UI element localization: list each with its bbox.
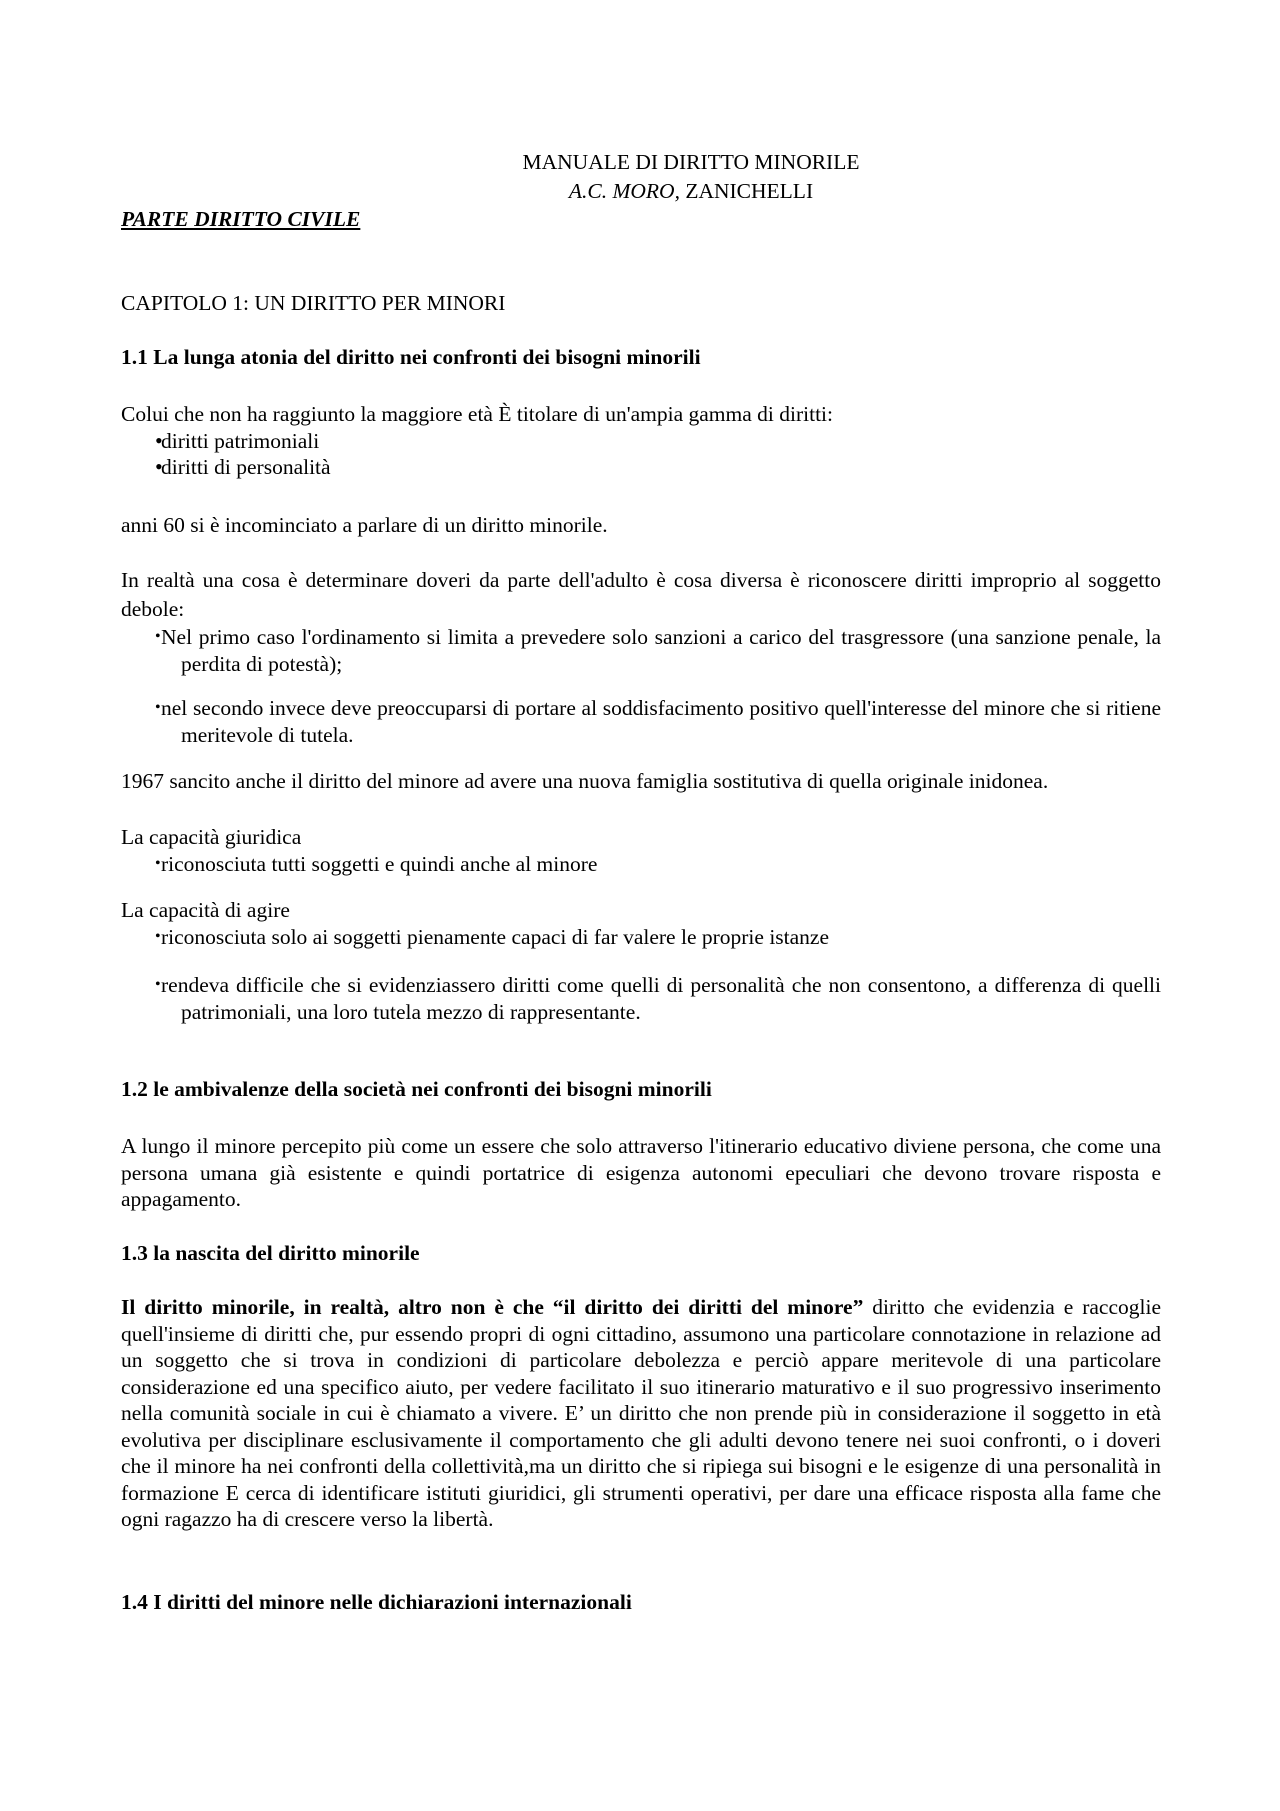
section-1-1-realta bbox=[121, 566, 1161, 748]
list-item: • Nel primo caso l'ordinamento si limita a prevedere solo sanzioni a carico del trasgressore (una sanzione penale, la perdita di potestà); bbox=[121, 624, 1161, 677]
capacita-giuridica-list bbox=[121, 851, 1161, 878]
author-name: A.C. MORO, bbox=[568, 179, 680, 203]
list-item: • nel secondo invece deve preoccuparsi di portare al soddisfacimento positivo quell'interesse del minore che si ritiene meritevole di tutela. bbox=[121, 695, 1161, 748]
list-item: • diritti di personalità bbox=[121, 454, 1161, 481]
paragraph-anni-60: anni 60 si è incominciato a parlare di un diritto minorile. bbox=[121, 513, 608, 537]
capacita-agire-list bbox=[121, 924, 1161, 1026]
paragraph-realta: In realtà una cosa è determinare doveri da parte dell'adulto è cosa diversa è riconoscere diritti improprio al soggetto debole: bbox=[121, 568, 1161, 621]
capacita-giuridica-label: La capacità giuridica bbox=[121, 825, 302, 849]
list-item: • riconosciuta solo ai soggetti pienamente capaci di far valere le proprie istanze bbox=[121, 924, 1161, 951]
intro-paragraph: Colui che non ha raggiunto la maggiore età È titolare di un'ampia gamma di diritti: bbox=[121, 402, 833, 426]
cases-list bbox=[121, 624, 1161, 748]
section-1-3-body: diritto che evidenzia e raccoglie quell'insieme di diritti che, pur essendo propri di ogni cittadino, assumono una particolare connotazione in relazione ad un soggetto che si trova in condizioni di particolare debolezza e perciò appare meritevole di una particolare considerazione ed una specifico aiuto, per vedere facilitato il suo itinerario maturativo e il suo progressivo inserimento nella comunità sociale in cui è chiamato a vivere. E’ un diritto che non prende più in considerazione il soggetto in età evolutiva per disciplinare esclusivamente il comportamento che gli adulti devono tenere nei suoi confronti, o i doveri che il minore ha nei confronti della collettività,ma un diritto che si ripiega sui bisogni e le esigenze di una personalità in formazione E cerca di identificare istituti giuridici, gli strumenti operativi, per dare una efficace risposta alla fame che ogni ragazzo ha di crescere verso la libertà. bbox=[121, 1295, 1161, 1531]
author-line bbox=[221, 177, 1161, 206]
section-1-3-text bbox=[121, 1294, 1161, 1533]
section-1-4-heading: 1.4 I diritti del minore nelle dichiarazioni internazionali bbox=[121, 1590, 632, 1614]
capacita-giuridica-block bbox=[121, 824, 1161, 877]
document-title: MANUALE DI DIRITTO MINORILE bbox=[522, 150, 860, 174]
section-1-3-heading: 1.3 la nascita del diritto minorile bbox=[121, 1241, 420, 1265]
rights-list bbox=[121, 428, 1161, 481]
capacita-agire-block bbox=[121, 897, 1161, 1025]
section-1-2-text: A lungo il minore percepito più come un essere che solo attraverso l'itinerario educativo diviene persona, che come una persona umana già esistente e quindi portatrice di esigenza autonomi epeculiari che devono trovare risposta e appagamento. bbox=[121, 1134, 1161, 1211]
list-item: • diritti patrimoniali bbox=[121, 428, 1161, 455]
capacita-agire-label: La capacità di agire bbox=[121, 898, 290, 922]
title-block bbox=[121, 148, 1161, 206]
list-item: • riconosciuta tutti soggetti e quindi anche al minore bbox=[121, 851, 1161, 878]
section-1-1-heading: 1.1 La lunga atonia del diritto nei confronti dei bisogni minorili bbox=[121, 345, 701, 369]
section-1-3-bold-lead: Il diritto minorile, in realtà, altro non è che “il diritto dei diritti del minore” bbox=[121, 1295, 864, 1319]
list-item: • rendeva difficile che si evidenziassero diritti come quelli di personalità che non consentono, a differenza di quelli patrimoniali, una loro tutela mezzo di rappresentante. bbox=[121, 972, 1161, 1025]
part-heading: PARTE DIRITTO CIVILE bbox=[121, 207, 361, 231]
publisher-name: ZANICHELLI bbox=[679, 179, 814, 203]
section-1-2-heading: 1.2 le ambivalenze della società nei confronti dei bisogni minorili bbox=[121, 1077, 712, 1101]
paragraph-1967: 1967 sancito anche il diritto del minore ad avere una nuova famiglia sostitutiva di quella originale inidonea. bbox=[121, 769, 1049, 793]
chapter-title: CAPITOLO 1: UN DIRITTO PER MINORI bbox=[121, 291, 506, 315]
section-1-1-intro bbox=[121, 401, 1161, 481]
